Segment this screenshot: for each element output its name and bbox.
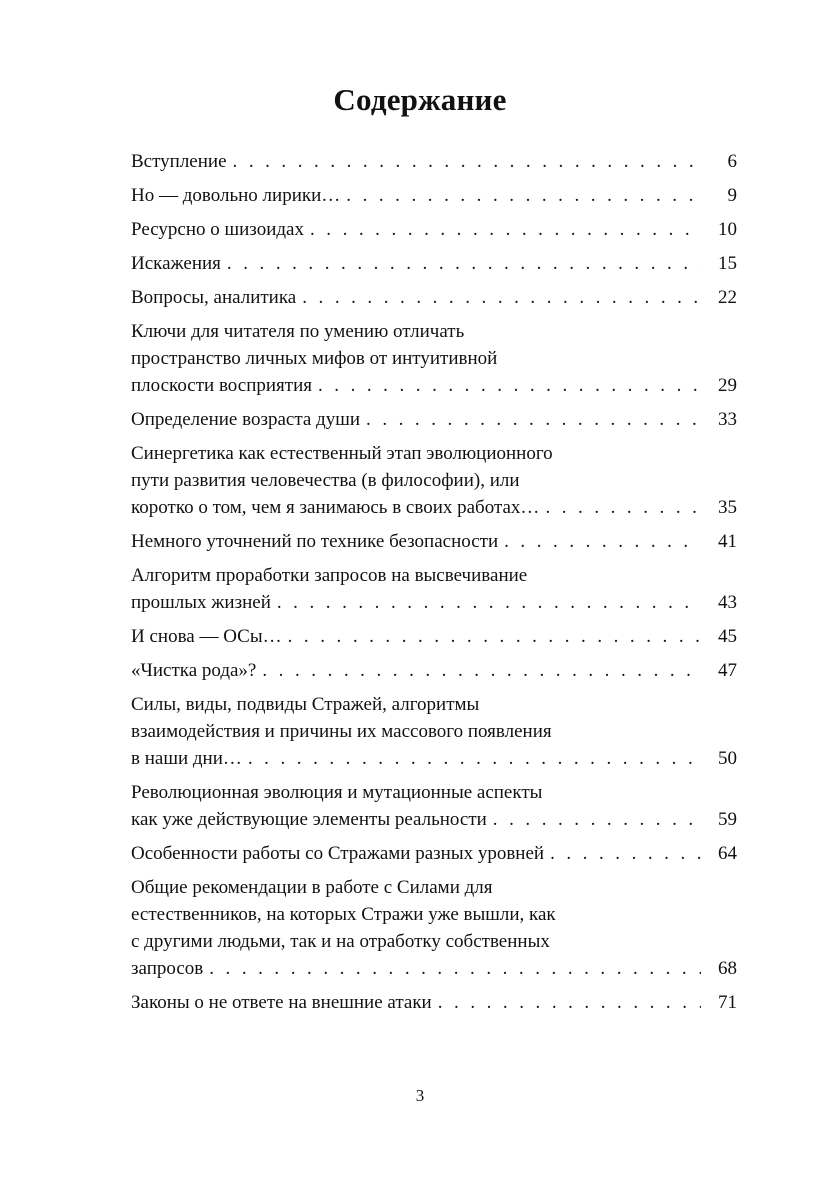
- toc-page-number: 71: [718, 992, 737, 1013]
- dot-leader: [310, 216, 701, 243]
- toc-entry-title-line: Вопросы, аналитика: [131, 287, 297, 308]
- toc-entry-title-line: Особенности работы со Стражами разных уровней: [131, 843, 545, 864]
- toc-entry-title-line: коротко о том, чем я занимаюсь в своих работах…: [131, 497, 540, 518]
- toc-page-number: 9: [727, 185, 737, 206]
- toc-entry-title-line: Законы о не ответе на внешние атаки: [131, 992, 432, 1013]
- dot-leader: [262, 657, 701, 684]
- dot-leader: [277, 589, 701, 616]
- page-title: Содержание: [333, 82, 507, 117]
- toc-entry-title-line: прошлых жизней: [131, 592, 271, 613]
- toc-entry-title-line: Революционная эволюция и мутационные аспекты: [131, 782, 543, 803]
- toc-entry-title-line: взаимодействия и причины их массового появления: [131, 721, 552, 742]
- dot-leader: [550, 840, 701, 867]
- toc-entry: [131, 318, 737, 399]
- toc-entry-title-line: Но — довольно лирики…: [131, 185, 341, 206]
- toc-entry-title-line: Силы, виды, подвиды Стражей, алгоритмы: [131, 694, 480, 715]
- toc-entry: [131, 406, 737, 433]
- toc-entry: [131, 250, 737, 277]
- toc-entry-title-line: Вступление: [131, 151, 227, 172]
- dot-leader: [288, 623, 701, 650]
- toc-entry-title-line: Искажения: [131, 253, 221, 274]
- toc-page-number: 64: [718, 843, 737, 864]
- toc-entry-row: [131, 989, 737, 1016]
- toc-entry-title-line: естественников, на которых Стражи уже вышли, как: [131, 904, 556, 925]
- table-of-contents: [131, 148, 737, 1023]
- toc-entry: [131, 562, 737, 616]
- toc-page-number: 45: [718, 626, 737, 647]
- toc-entry-row: [131, 494, 737, 521]
- dot-leader: [493, 806, 701, 833]
- toc-page-number: 43: [718, 592, 737, 613]
- toc-entry-row: [131, 657, 737, 684]
- toc-entry: [131, 657, 737, 684]
- toc-entry-title-line: И снова — ОСы…: [131, 626, 282, 647]
- dot-leader: [248, 745, 701, 772]
- toc-entry-title-line: Алгоритм проработки запросов на высвечивание: [131, 565, 528, 586]
- toc-entry: [131, 528, 737, 555]
- toc-entry-row: [131, 284, 737, 311]
- toc-entry-row: [131, 406, 737, 433]
- toc-entry-title-line: плоскости восприятия: [131, 375, 312, 396]
- toc-entry: [131, 989, 737, 1016]
- toc-entry-title-line: запросов: [131, 958, 204, 979]
- dot-leader: [366, 406, 701, 433]
- toc-entry: [131, 216, 737, 243]
- toc-entry-row: [131, 528, 737, 555]
- toc-page-number: 15: [718, 253, 737, 274]
- dot-leader: [346, 182, 701, 209]
- toc-entry-title-line: как уже действующие элементы реальности: [131, 809, 487, 830]
- dot-leader: [545, 494, 701, 521]
- toc-entry-row: [131, 806, 737, 833]
- dot-leader: [209, 955, 701, 982]
- toc-entry: [131, 840, 737, 867]
- toc-entry-title-line: с другими людьми, так и на отработку собственных: [131, 931, 550, 952]
- toc-entry-row: [131, 589, 737, 616]
- toc-page-number: 29: [718, 375, 737, 396]
- toc-entry-row: [131, 250, 737, 277]
- toc-entry-title-line: Синергетика как естественный этап эволюционного: [131, 443, 553, 464]
- toc-page-number: 47: [718, 660, 737, 681]
- toc-entry-row: [131, 955, 737, 982]
- dot-leader: [504, 528, 701, 555]
- toc-entry-row: [131, 623, 737, 650]
- toc-entry: [131, 623, 737, 650]
- toc-page-number: 10: [718, 219, 737, 240]
- toc-entry-title-line: Общие рекомендации в работе с Силами для: [131, 877, 493, 898]
- toc-page-number: 6: [727, 151, 737, 172]
- toc-entry-title-line: Определение возраста души: [131, 409, 361, 430]
- toc-entry-row: [131, 745, 737, 772]
- toc-entry-row: [131, 182, 737, 209]
- dot-leader: [302, 284, 701, 311]
- toc-entry: [131, 148, 737, 175]
- toc-entry-title-line: Немного уточнений по технике безопасности: [131, 531, 499, 552]
- toc-entry: [131, 440, 737, 521]
- toc-entry-title-line: Ключи для читателя по умению отличать: [131, 321, 465, 342]
- page-number: 3: [415, 1086, 425, 1105]
- toc-page-number: 22: [718, 287, 737, 308]
- dot-leader: [227, 250, 701, 277]
- toc-entry-title-line: пространство личных мифов от интуитивной: [131, 348, 498, 369]
- toc-entry: [131, 284, 737, 311]
- toc-entry-row: [131, 840, 737, 867]
- toc-entry: [131, 182, 737, 209]
- toc-page-number: 41: [718, 531, 737, 552]
- toc-entry: [131, 691, 737, 772]
- toc-entry-title-line: пути развития человечества (в философии), или: [131, 470, 520, 491]
- dot-leader: [318, 372, 701, 399]
- dot-leader: [438, 989, 701, 1016]
- toc-entry-title-line: Ресурсно о шизоидах: [131, 219, 304, 240]
- toc-page-number: 59: [718, 809, 737, 830]
- toc-page-number: 35: [718, 497, 737, 518]
- toc-page-number: 68: [718, 958, 737, 979]
- toc-entry-row: [131, 216, 737, 243]
- toc-entry: [131, 779, 737, 833]
- toc-page-number: 50: [718, 748, 737, 769]
- dot-leader: [233, 148, 701, 175]
- toc-entry-row: [131, 372, 737, 399]
- toc-entry-title-line: «Чистка рода»?: [131, 660, 257, 681]
- toc-page-number: 33: [718, 409, 737, 430]
- toc-entry-row: [131, 148, 737, 175]
- toc-entry-title-line: в наши дни…: [131, 748, 242, 769]
- toc-entry: [131, 874, 737, 982]
